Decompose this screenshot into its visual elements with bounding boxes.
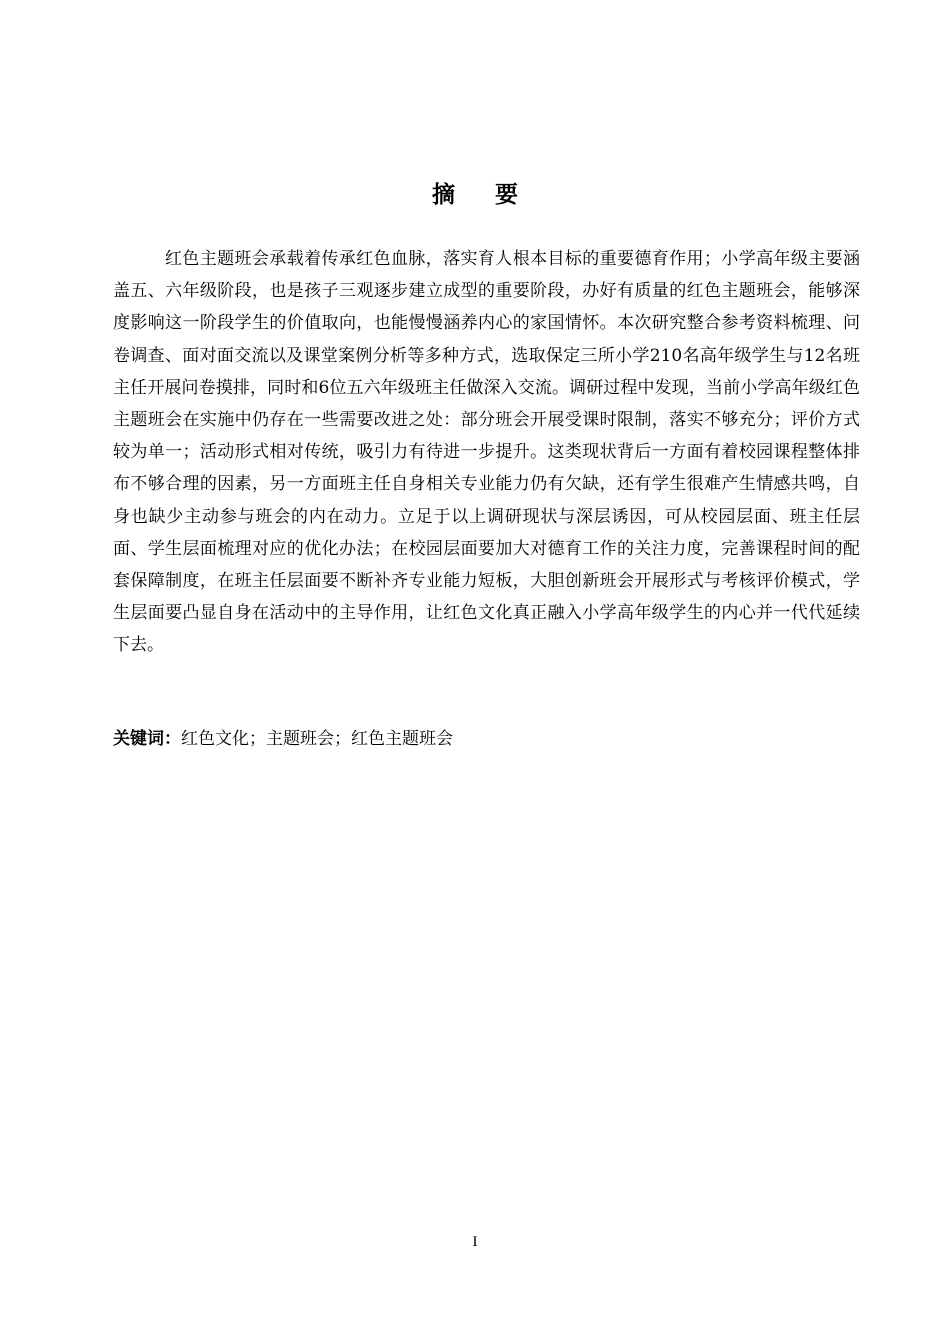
keywords-label: 关键词： bbox=[113, 729, 181, 749]
abstract-title: 摘要 bbox=[432, 182, 558, 208]
keywords-line bbox=[113, 724, 860, 754]
keywords-values: 红色文化；主题班会；红色主题班会 bbox=[181, 729, 453, 749]
page-number: I bbox=[472, 1234, 478, 1250]
abstract-paragraph: 红色主题班会承载着传承红色血脉，落实育人根本目标的重要德育作用；小学高年级主要涵盖五、六年级阶段，也是孩子三观逐步建立成型的重要阶段，办好有质量的红色主题班会，能够深度影响这一阶段学生的价值取向，也能慢慢涵养内心的家国情怀。本次研究整合参考资料梳理、问卷调查、面对面交流以及课堂案例分析等多种方式，选取保定三所小学210名高年级学生与12名班主任开展问卷摸排，同时和6位五六年级班主任做深入交流。调研过程中发现，当前小学高年级红色主题班会在实施中仍存在一些需要改进之处：部分班会开展受课时限制，落实不够充分；评价方式较为单一；活动形式相对传统，吸引力有待进一步提升。这类现状背后一方面有着校园课程整体排布不够合理的因素，另一方面班主任自身相关专业能力仍有欠缺，还有学生很难产生情感共鸣，自身也缺少主动参与班会的内在动力。立足于以上调研现状与深层诱因，可从校园层面、班主任层面、学生层面梳理对应的优化办法；在校园层面要加大对德育工作的关注力度，完善课程时间的配套保障制度，在班主任层面要不断补齐专业能力短板，大胆创新班会开展形式与考核评价模式，学生层面要凸显自身在活动中的主导作用，让红色文化真正融入小学高年级学生的内心并一代代延续下去。 bbox=[113, 249, 860, 656]
